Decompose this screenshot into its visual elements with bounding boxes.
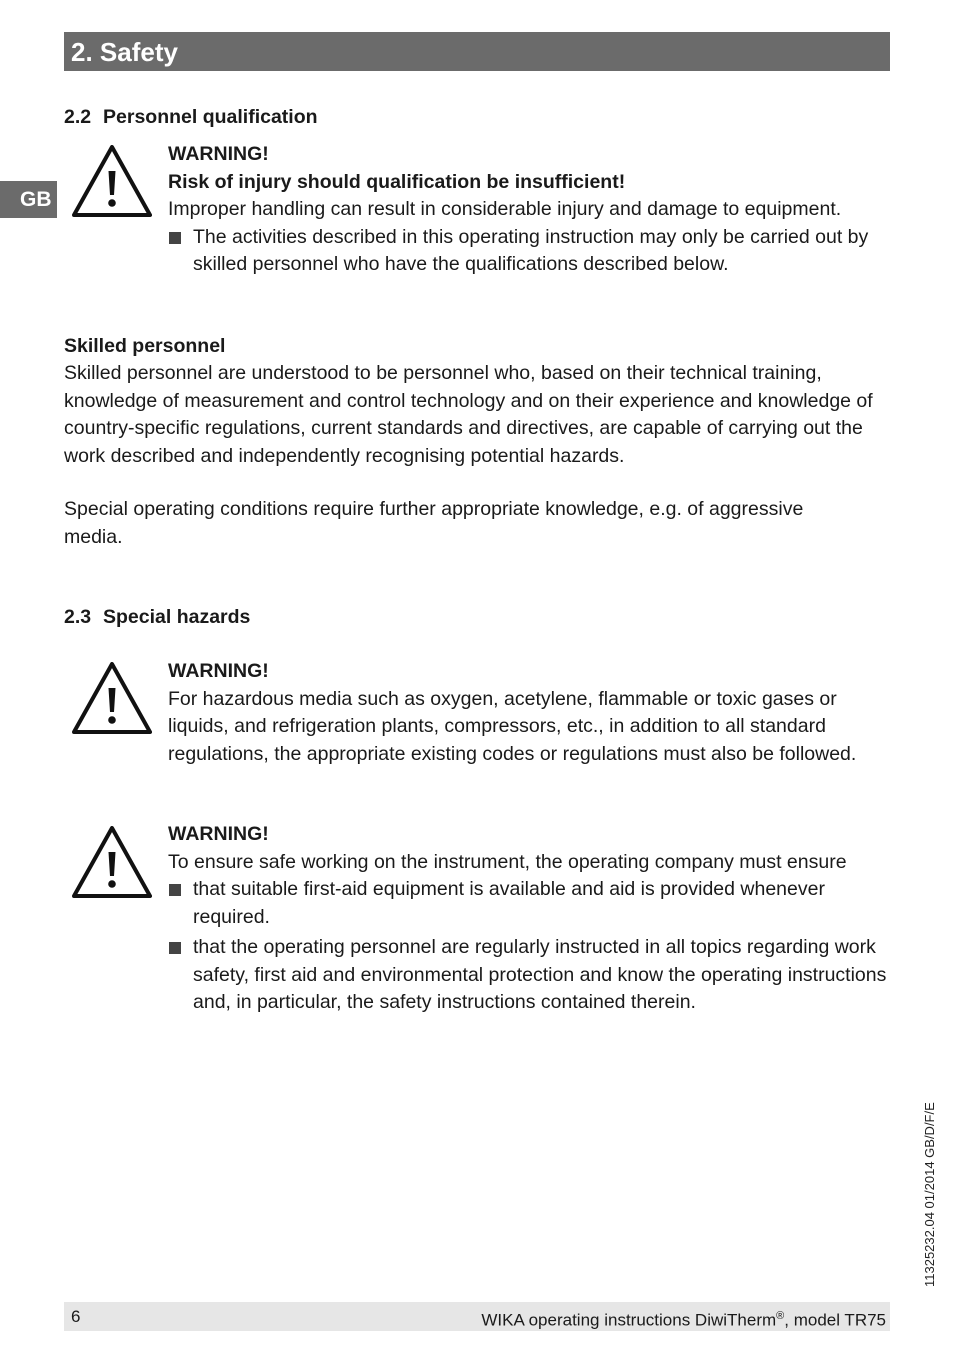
document-code: 11325232.04 01/2014 GB/D/F/E — [922, 1102, 937, 1287]
warning-triangle-icon — [72, 826, 152, 898]
footer-title: WIKA operating instructions DiwiTherm®, model TR75 — [481, 1310, 886, 1330]
warning-text: For hazardous media such as oxygen, acetylene, flammable or toxic gases or liquids, and refrigeration plants, compressors, etc., in addition to all standard regulations, the appropriate existing codes or regulations must also be followed. — [168, 687, 857, 765]
footer-bar — [64, 1302, 890, 1331]
page-title: 2. Safety — [71, 37, 178, 67]
warning-text: Improper handling can result in considerable injury and damage to equipment. — [168, 198, 842, 220]
list-item: that the operating personnel are regularly instructed in all topics regarding work safety, first aid and environmental protection and know the operating instructions and, in particular, the safety instructions contained therein. — [168, 934, 888, 1017]
warning-triangle-icon — [72, 145, 152, 217]
warning-block-operating-company — [168, 821, 888, 1017]
list-item: The activities described in this operating instruction may only be carried out by skilled personnel who have the qualifications described below. — [168, 224, 888, 279]
section-title: Special hazards — [103, 606, 251, 628]
registered-mark: ® — [776, 1310, 785, 1322]
section-number: 2.2 — [64, 106, 92, 128]
section-heading-2-2 — [64, 105, 318, 129]
warning-block-qualification — [168, 141, 888, 279]
section-title: Personnel qualification — [103, 106, 318, 128]
square-bullet-icon — [169, 884, 181, 896]
page-number: 6 — [71, 1307, 81, 1326]
special-conditions-paragraph: Special operating conditions require further appropriate knowledge, e.g. of aggressive media. — [64, 498, 804, 548]
warning-label: WARNING! — [168, 823, 269, 845]
section-number: 2.3 — [64, 606, 92, 628]
warning-label: WARNING! — [168, 143, 269, 165]
warning-label: WARNING! — [168, 660, 269, 682]
square-bullet-icon — [169, 942, 181, 954]
square-bullet-icon — [169, 232, 181, 244]
warning-headline: Risk of injury should qualification be insufficient! — [168, 170, 626, 193]
warning-text: To ensure safe working on the instrument, the operating company must ensure — [168, 850, 847, 873]
section-header-bar — [64, 32, 890, 71]
warning-triangle-icon — [72, 662, 152, 734]
warning-block-hazardous-media — [168, 658, 888, 768]
list-item: that suitable first-aid equipment is available and aid is provided whenever required. — [168, 876, 888, 931]
language-tab: GB — [0, 181, 57, 218]
skilled-personnel-heading: Skilled personnel — [64, 335, 226, 357]
section-heading-2-3 — [64, 605, 250, 629]
skilled-personnel-paragraph: Skilled personnel are understood to be personnel who, based on their technical training, knowledge of measurement and control technology and on their experience and knowledge of country-specific regulations, current standards and directives, are capable of carrying out the work described and independently recognising potential hazards. — [64, 362, 873, 467]
